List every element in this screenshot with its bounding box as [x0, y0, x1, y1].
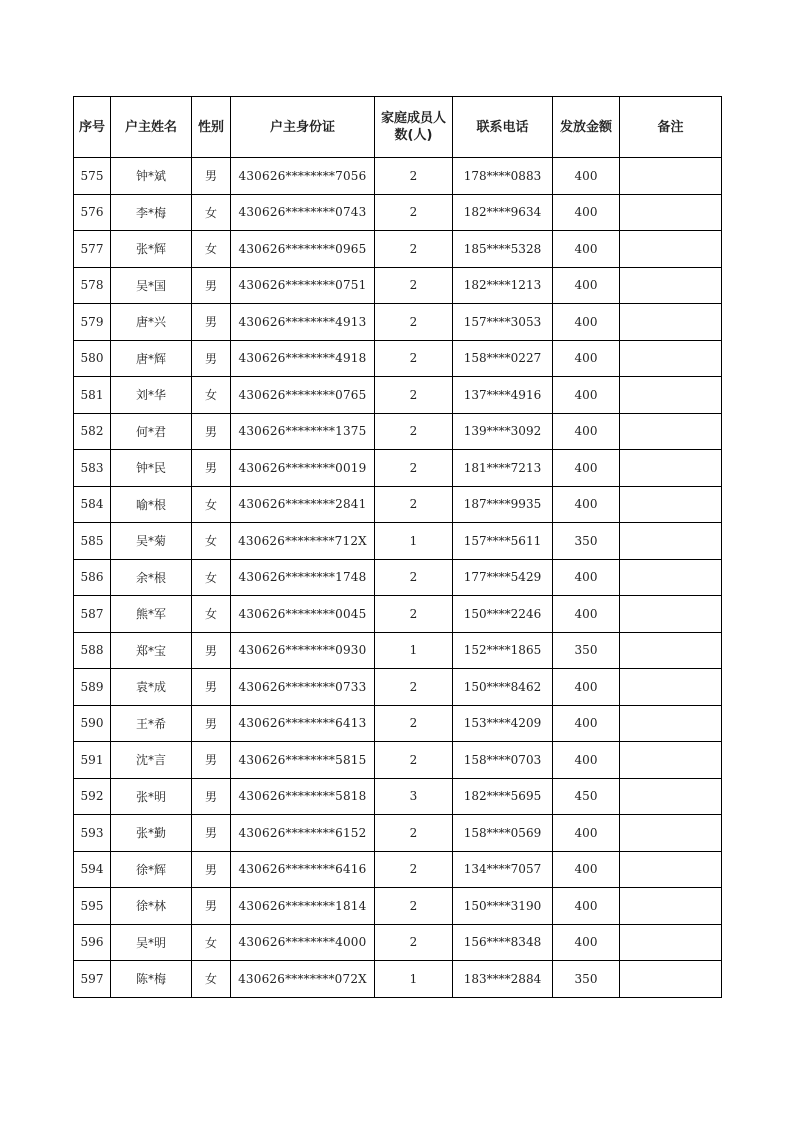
phone-cell: 158****0703 [453, 742, 553, 779]
note-cell [620, 742, 722, 779]
gender-cell: 女 [192, 559, 231, 596]
seq-cell: 595 [74, 888, 111, 925]
name-cell: 陈*梅 [111, 961, 192, 998]
phone-cell: 158****0227 [453, 340, 553, 377]
note-cell [620, 632, 722, 669]
amount-cell: 400 [553, 851, 620, 888]
note-cell [620, 267, 722, 304]
amount-cell: 400 [553, 559, 620, 596]
amount-cell: 400 [553, 596, 620, 633]
members-cell: 2 [375, 924, 453, 961]
name-cell: 唐*辉 [111, 340, 192, 377]
members-cell: 2 [375, 851, 453, 888]
amount-cell: 400 [553, 450, 620, 487]
header-gender: 性别 [192, 97, 231, 158]
gender-cell: 男 [192, 742, 231, 779]
seq-cell: 582 [74, 413, 111, 450]
phone-cell: 156****8348 [453, 924, 553, 961]
name-cell: 吴*菊 [111, 523, 192, 560]
seq-cell: 596 [74, 924, 111, 961]
gender-cell: 男 [192, 705, 231, 742]
table-row [74, 596, 722, 633]
id-cell: 430626********7056 [231, 158, 375, 195]
amount-cell: 350 [553, 632, 620, 669]
name-cell: 何*君 [111, 413, 192, 450]
note-cell [620, 888, 722, 925]
seq-cell: 587 [74, 596, 111, 633]
note-cell [620, 961, 722, 998]
gender-cell: 男 [192, 632, 231, 669]
amount-cell: 400 [553, 377, 620, 414]
name-cell: 袁*成 [111, 669, 192, 706]
name-cell: 熊*军 [111, 596, 192, 633]
note-cell [620, 559, 722, 596]
seq-cell: 591 [74, 742, 111, 779]
note-cell [620, 705, 722, 742]
phone-cell: 158****0569 [453, 815, 553, 852]
note-cell [620, 340, 722, 377]
members-cell: 2 [375, 194, 453, 231]
name-cell: 钟*斌 [111, 158, 192, 195]
members-cell: 2 [375, 267, 453, 304]
table-row [74, 669, 722, 706]
amount-cell: 400 [553, 340, 620, 377]
name-cell: 钟*民 [111, 450, 192, 487]
id-cell: 430626********0045 [231, 596, 375, 633]
seq-cell: 592 [74, 778, 111, 815]
table-row [74, 231, 722, 268]
gender-cell: 女 [192, 377, 231, 414]
amount-cell: 400 [553, 924, 620, 961]
phone-cell: 150****2246 [453, 596, 553, 633]
table-row [74, 742, 722, 779]
phone-cell: 134****7057 [453, 851, 553, 888]
id-cell: 430626********0965 [231, 231, 375, 268]
seq-cell: 583 [74, 450, 111, 487]
gender-cell: 女 [192, 961, 231, 998]
members-cell: 2 [375, 158, 453, 195]
gender-cell: 男 [192, 340, 231, 377]
gender-cell: 男 [192, 158, 231, 195]
seq-cell: 586 [74, 559, 111, 596]
table-row [74, 632, 722, 669]
note-cell [620, 669, 722, 706]
seq-cell: 581 [74, 377, 111, 414]
phone-cell: 187****9935 [453, 486, 553, 523]
id-cell: 430626********0765 [231, 377, 375, 414]
seq-cell: 588 [74, 632, 111, 669]
gender-cell: 女 [192, 486, 231, 523]
amount-cell: 350 [553, 961, 620, 998]
note-cell [620, 523, 722, 560]
phone-cell: 182****9634 [453, 194, 553, 231]
name-cell: 张*明 [111, 778, 192, 815]
phone-cell: 157****5611 [453, 523, 553, 560]
members-cell: 2 [375, 450, 453, 487]
name-cell: 徐*林 [111, 888, 192, 925]
seq-cell: 593 [74, 815, 111, 852]
name-cell: 余*根 [111, 559, 192, 596]
seq-cell: 584 [74, 486, 111, 523]
name-cell: 吴*明 [111, 924, 192, 961]
name-cell: 唐*兴 [111, 304, 192, 341]
id-cell: 430626********072X [231, 961, 375, 998]
gender-cell: 男 [192, 851, 231, 888]
gender-cell: 女 [192, 523, 231, 560]
name-cell: 吴*国 [111, 267, 192, 304]
gender-cell: 女 [192, 924, 231, 961]
note-cell [620, 231, 722, 268]
name-cell: 王*希 [111, 705, 192, 742]
id-cell: 430626********4913 [231, 304, 375, 341]
gender-cell: 男 [192, 450, 231, 487]
table-body [74, 158, 722, 998]
seq-cell: 577 [74, 231, 111, 268]
id-cell: 430626********712X [231, 523, 375, 560]
table-row [74, 961, 722, 998]
table-row [74, 778, 722, 815]
name-cell: 徐*辉 [111, 851, 192, 888]
phone-cell: 183****2884 [453, 961, 553, 998]
phone-cell: 150****3190 [453, 888, 553, 925]
table-row [74, 413, 722, 450]
amount-cell: 400 [553, 705, 620, 742]
seq-cell: 597 [74, 961, 111, 998]
members-cell: 3 [375, 778, 453, 815]
members-cell: 2 [375, 705, 453, 742]
seq-cell: 594 [74, 851, 111, 888]
name-cell: 喻*根 [111, 486, 192, 523]
table-row [74, 815, 722, 852]
members-cell: 2 [375, 596, 453, 633]
note-cell [620, 413, 722, 450]
amount-cell: 400 [553, 158, 620, 195]
name-cell: 李*梅 [111, 194, 192, 231]
table-row [74, 924, 722, 961]
members-cell: 2 [375, 742, 453, 779]
seq-cell: 575 [74, 158, 111, 195]
note-cell [620, 158, 722, 195]
phone-cell: 178****0883 [453, 158, 553, 195]
seq-cell: 585 [74, 523, 111, 560]
phone-cell: 157****3053 [453, 304, 553, 341]
amount-cell: 400 [553, 815, 620, 852]
header-seq: 序号 [74, 97, 111, 158]
note-cell [620, 194, 722, 231]
id-cell: 430626********5815 [231, 742, 375, 779]
amount-cell: 400 [553, 194, 620, 231]
note-cell [620, 377, 722, 414]
seq-cell: 579 [74, 304, 111, 341]
phone-cell: 182****5695 [453, 778, 553, 815]
header-note: 备注 [620, 97, 722, 158]
header-id: 户主身份证 [231, 97, 375, 158]
table-row [74, 304, 722, 341]
id-cell: 430626********1748 [231, 559, 375, 596]
note-cell [620, 924, 722, 961]
id-cell: 430626********0019 [231, 450, 375, 487]
id-cell: 430626********6152 [231, 815, 375, 852]
phone-cell: 153****4209 [453, 705, 553, 742]
members-cell: 2 [375, 304, 453, 341]
name-cell: 郑*宝 [111, 632, 192, 669]
phone-cell: 137****4916 [453, 377, 553, 414]
amount-cell: 400 [553, 486, 620, 523]
note-cell [620, 304, 722, 341]
amount-cell: 400 [553, 742, 620, 779]
note-cell [620, 450, 722, 487]
members-cell: 1 [375, 523, 453, 560]
header-phone: 联系电话 [453, 97, 553, 158]
members-cell: 1 [375, 632, 453, 669]
amount-cell: 400 [553, 267, 620, 304]
header-members: 家庭成员人数(人) [375, 97, 453, 158]
id-cell: 430626********6416 [231, 851, 375, 888]
phone-cell: 152****1865 [453, 632, 553, 669]
gender-cell: 女 [192, 596, 231, 633]
amount-cell: 400 [553, 231, 620, 268]
id-cell: 430626********6413 [231, 705, 375, 742]
members-cell: 2 [375, 669, 453, 706]
gender-cell: 男 [192, 267, 231, 304]
name-cell: 刘*华 [111, 377, 192, 414]
members-cell: 2 [375, 231, 453, 268]
name-cell: 张*辉 [111, 231, 192, 268]
seq-cell: 576 [74, 194, 111, 231]
members-cell: 2 [375, 815, 453, 852]
note-cell [620, 596, 722, 633]
gender-cell: 男 [192, 888, 231, 925]
gender-cell: 男 [192, 669, 231, 706]
gender-cell: 男 [192, 778, 231, 815]
gender-cell: 女 [192, 231, 231, 268]
amount-cell: 400 [553, 304, 620, 341]
name-cell: 张*勤 [111, 815, 192, 852]
seq-cell: 590 [74, 705, 111, 742]
note-cell [620, 851, 722, 888]
gender-cell: 男 [192, 815, 231, 852]
seq-cell: 580 [74, 340, 111, 377]
members-cell: 2 [375, 340, 453, 377]
table-row [74, 559, 722, 596]
gender-cell: 男 [192, 304, 231, 341]
members-cell: 2 [375, 377, 453, 414]
table-row [74, 194, 722, 231]
amount-cell: 400 [553, 413, 620, 450]
name-cell: 沈*言 [111, 742, 192, 779]
note-cell [620, 815, 722, 852]
id-cell: 430626********0743 [231, 194, 375, 231]
table-row [74, 340, 722, 377]
members-cell: 2 [375, 559, 453, 596]
phone-cell: 185****5328 [453, 231, 553, 268]
gender-cell: 女 [192, 194, 231, 231]
amount-cell: 350 [553, 523, 620, 560]
id-cell: 430626********4918 [231, 340, 375, 377]
amount-cell: 450 [553, 778, 620, 815]
note-cell [620, 486, 722, 523]
phone-cell: 177****5429 [453, 559, 553, 596]
amount-cell: 400 [553, 669, 620, 706]
table-row [74, 450, 722, 487]
header-row [74, 97, 722, 158]
seq-cell: 578 [74, 267, 111, 304]
table-row [74, 377, 722, 414]
note-cell [620, 778, 722, 815]
phone-cell: 181****7213 [453, 450, 553, 487]
header-amount: 发放金额 [553, 97, 620, 158]
id-cell: 430626********1814 [231, 888, 375, 925]
seq-cell: 589 [74, 669, 111, 706]
id-cell: 430626********2841 [231, 486, 375, 523]
id-cell: 430626********0930 [231, 632, 375, 669]
header-name: 户主姓名 [111, 97, 192, 158]
members-cell: 2 [375, 888, 453, 925]
table-row [74, 523, 722, 560]
phone-cell: 139****3092 [453, 413, 553, 450]
members-cell: 1 [375, 961, 453, 998]
id-cell: 430626********1375 [231, 413, 375, 450]
table-row [74, 158, 722, 195]
id-cell: 430626********5818 [231, 778, 375, 815]
table-row [74, 888, 722, 925]
table-row [74, 705, 722, 742]
members-cell: 2 [375, 413, 453, 450]
table-row [74, 267, 722, 304]
id-cell: 430626********4000 [231, 924, 375, 961]
phone-cell: 182****1213 [453, 267, 553, 304]
gender-cell: 男 [192, 413, 231, 450]
id-cell: 430626********0733 [231, 669, 375, 706]
id-cell: 430626********0751 [231, 267, 375, 304]
amount-cell: 400 [553, 888, 620, 925]
table-row [74, 486, 722, 523]
members-cell: 2 [375, 486, 453, 523]
phone-cell: 150****8462 [453, 669, 553, 706]
table-row [74, 851, 722, 888]
relief-roster-table [73, 96, 722, 998]
